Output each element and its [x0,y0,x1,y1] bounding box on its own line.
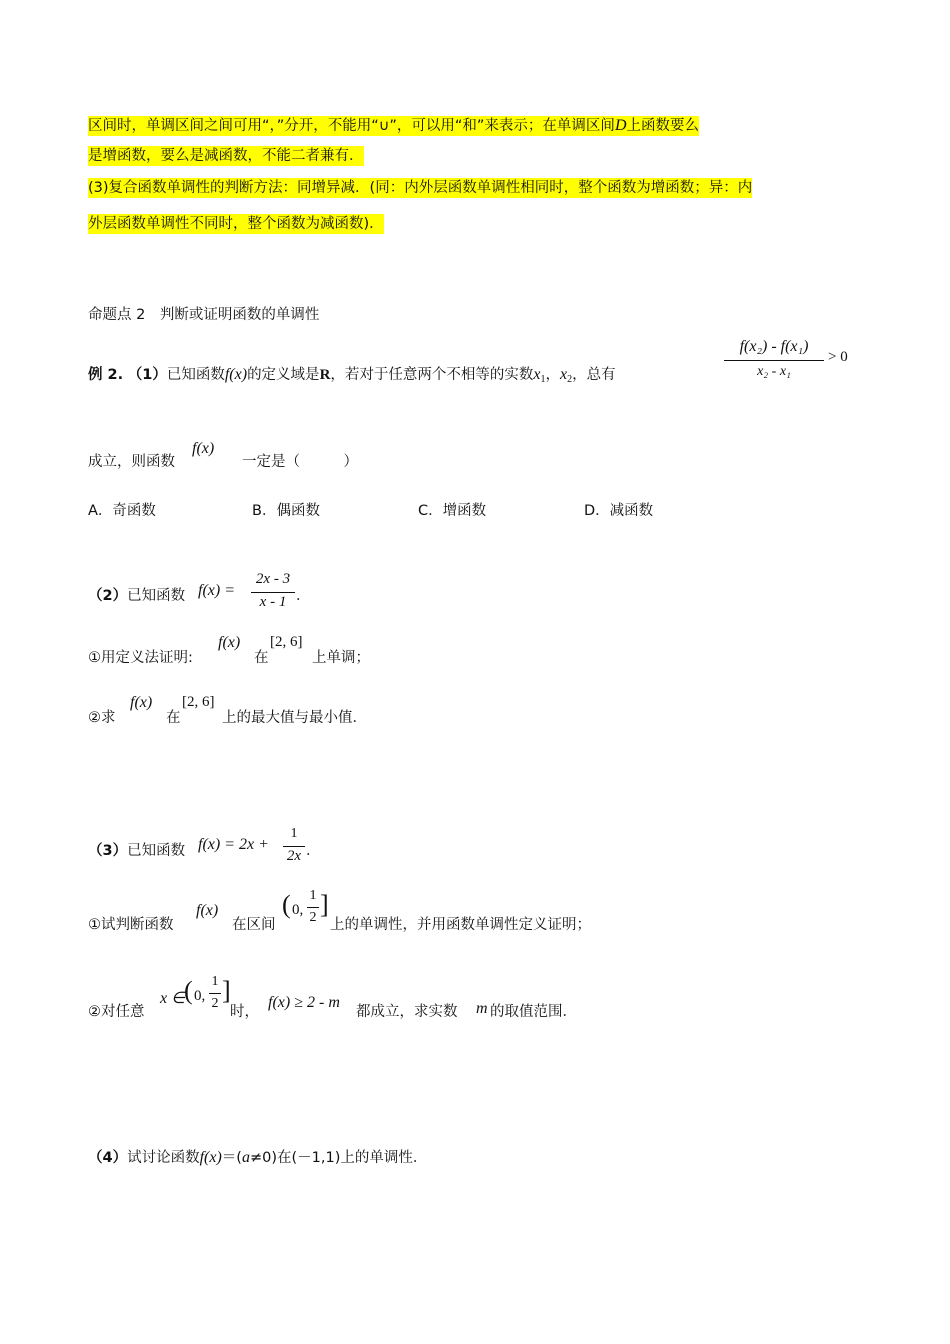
part1-text-d: ，总有 [572,367,616,383]
part3-q1-right-bracket: ] [320,890,329,919]
option-C[interactable]: C．增函数 [418,503,487,519]
part2-period: ． [296,588,311,604]
part1-fraction-denominator: x₂ - x₁ [757,364,791,379]
part4-text-c: ≠0)在(－1,1)上的单调性． [249,1150,428,1166]
part1-line2-fx: f(x) [192,440,215,457]
note-line-2: 是增函数，要么是减函数，不能二者兼有． [88,148,364,164]
part4-line [88,1148,427,1168]
part3-fx-eq: f(x) = 2x + [198,836,269,853]
note-line-3: (3)复合函数单调性的判断方法：同增异减．(同：内外层函数单调性相同时，整个函数为增函数；异：内 [88,180,753,196]
part3-text: 已知函数 [127,843,186,859]
part3-q1-int-den: 2 [309,910,317,925]
part1-R: R [319,367,331,383]
part3-q2-left-paren: ( [184,976,193,1005]
part3-period: ． [306,843,321,859]
part3-q1-left-paren: ( [282,890,291,919]
part4-fx: f(x) [199,1149,222,1166]
note-line-1-end: 上函数要么 [626,118,699,134]
part2-q2-fx: f(x) [130,694,153,711]
part2-q1-c: 上单调； [312,650,370,666]
part1-fx: f(x) [224,366,248,383]
part1-number: （1） [127,367,167,383]
part3-q1: ①试判断函数 [88,917,174,933]
part1-gt-zero: > 0 [828,349,848,365]
part2-q1: ①用定义法证明: [88,650,193,666]
part3-q2-right-bracket: ] [222,976,231,1005]
part2-text: 已知函数 [127,588,186,604]
part3-q2-zero: 0, [194,988,206,1004]
section-title: 命题点 2 判断或证明函数的单调性 [88,307,320,323]
part3-q1-int-line [307,907,319,908]
example2-part1-line1 [88,365,616,390]
part2-fx-eq: f(x) = [198,582,235,599]
part3-q2-b: 时， [230,1004,259,1020]
part3-q2-m: m [476,1000,488,1017]
example2-part1-line2 [88,452,175,472]
option-B[interactable]: B．偶函数 [252,503,320,519]
option-D[interactable]: D．减函数 [584,503,654,519]
part3-q2-d: 的取值范围． [490,1004,577,1020]
part1-fraction-line [724,360,824,361]
part1-text-c: ，若对于任意两个不相等的实数 [330,367,534,383]
part1-line2-b: 一定是（ ） [242,454,358,470]
part3-fraction-line [283,846,305,847]
note-line-1-text: 区间时，单调区间之间可用“，”分开，不能用“∪”，可以用“和”来表示；在单调区间 [88,118,615,134]
part3-q2: ②对任意 [88,1004,145,1020]
part2-q2: ②求 [88,710,116,726]
part1-fraction-numerator: f(x₂) - f(x₁) [739,338,809,355]
part2-numerator: 2x - 3 [255,571,291,587]
part4-text-a: 试讨论函数 [127,1150,200,1166]
part3-q1-c: 上的单调性，并用函数单调性定义证明； [330,917,591,933]
option-A[interactable]: A．奇函数 [88,503,156,519]
part1-text-a: 已知函数 [166,367,225,383]
part4-text-b: ＝( [221,1150,242,1166]
part4-number: （4） [88,1150,128,1166]
part2-number: （2） [88,588,128,604]
part2-q1-interval: [2, 6] [270,634,303,650]
part2-q2-c: 上的最大值与最小值． [222,710,367,726]
part2-q1-fx: f(x) [218,634,241,651]
part3-q1-fx: f(x) [196,902,219,919]
part2-denominator: x - 1 [259,594,287,610]
part3-denominator: 2x [286,848,302,864]
part3-q2-int-den: 2 [211,996,219,1011]
part3-q1-int-num: 1 [309,888,317,903]
part2-q1-b: 在 [254,650,269,666]
part3-q1-b: 在区间 [232,917,276,933]
part3-line [88,841,185,861]
part1-comma: ， [545,367,561,383]
part2-line [88,586,185,606]
part3-q2-c: 都成立，求实数 [356,1004,458,1020]
part3-q2-inequality: f(x) ≥ 2 - m [268,994,340,1011]
part1-text-b: 的定义域是 [247,367,320,383]
part3-numerator: 1 [290,826,298,841]
part1-x1: $x_1$ [533,366,546,385]
part3-number: （3） [88,843,128,859]
part2-fraction-line [251,592,295,593]
example-label: 例 2. [88,367,124,383]
part2-q2-b: 在 [166,710,181,726]
part3-q1-zero: 0, [292,902,304,918]
note-line-1 [88,116,699,136]
part1-line2-a: 成立，则函数 [88,454,175,470]
part1-x2: $x_2$ [560,366,573,385]
part3-q2-int-num: 1 [211,974,219,989]
part3-q2-x-in: x ∈ [160,990,186,1007]
part4-a: a [241,1149,250,1166]
note-var-D: D [614,117,627,134]
note-line-4: 外层函数单调性不同时，整个函数为减函数)． [88,216,384,232]
part3-q2-int-line [209,993,221,994]
part2-q2-interval: [2, 6] [182,694,215,710]
